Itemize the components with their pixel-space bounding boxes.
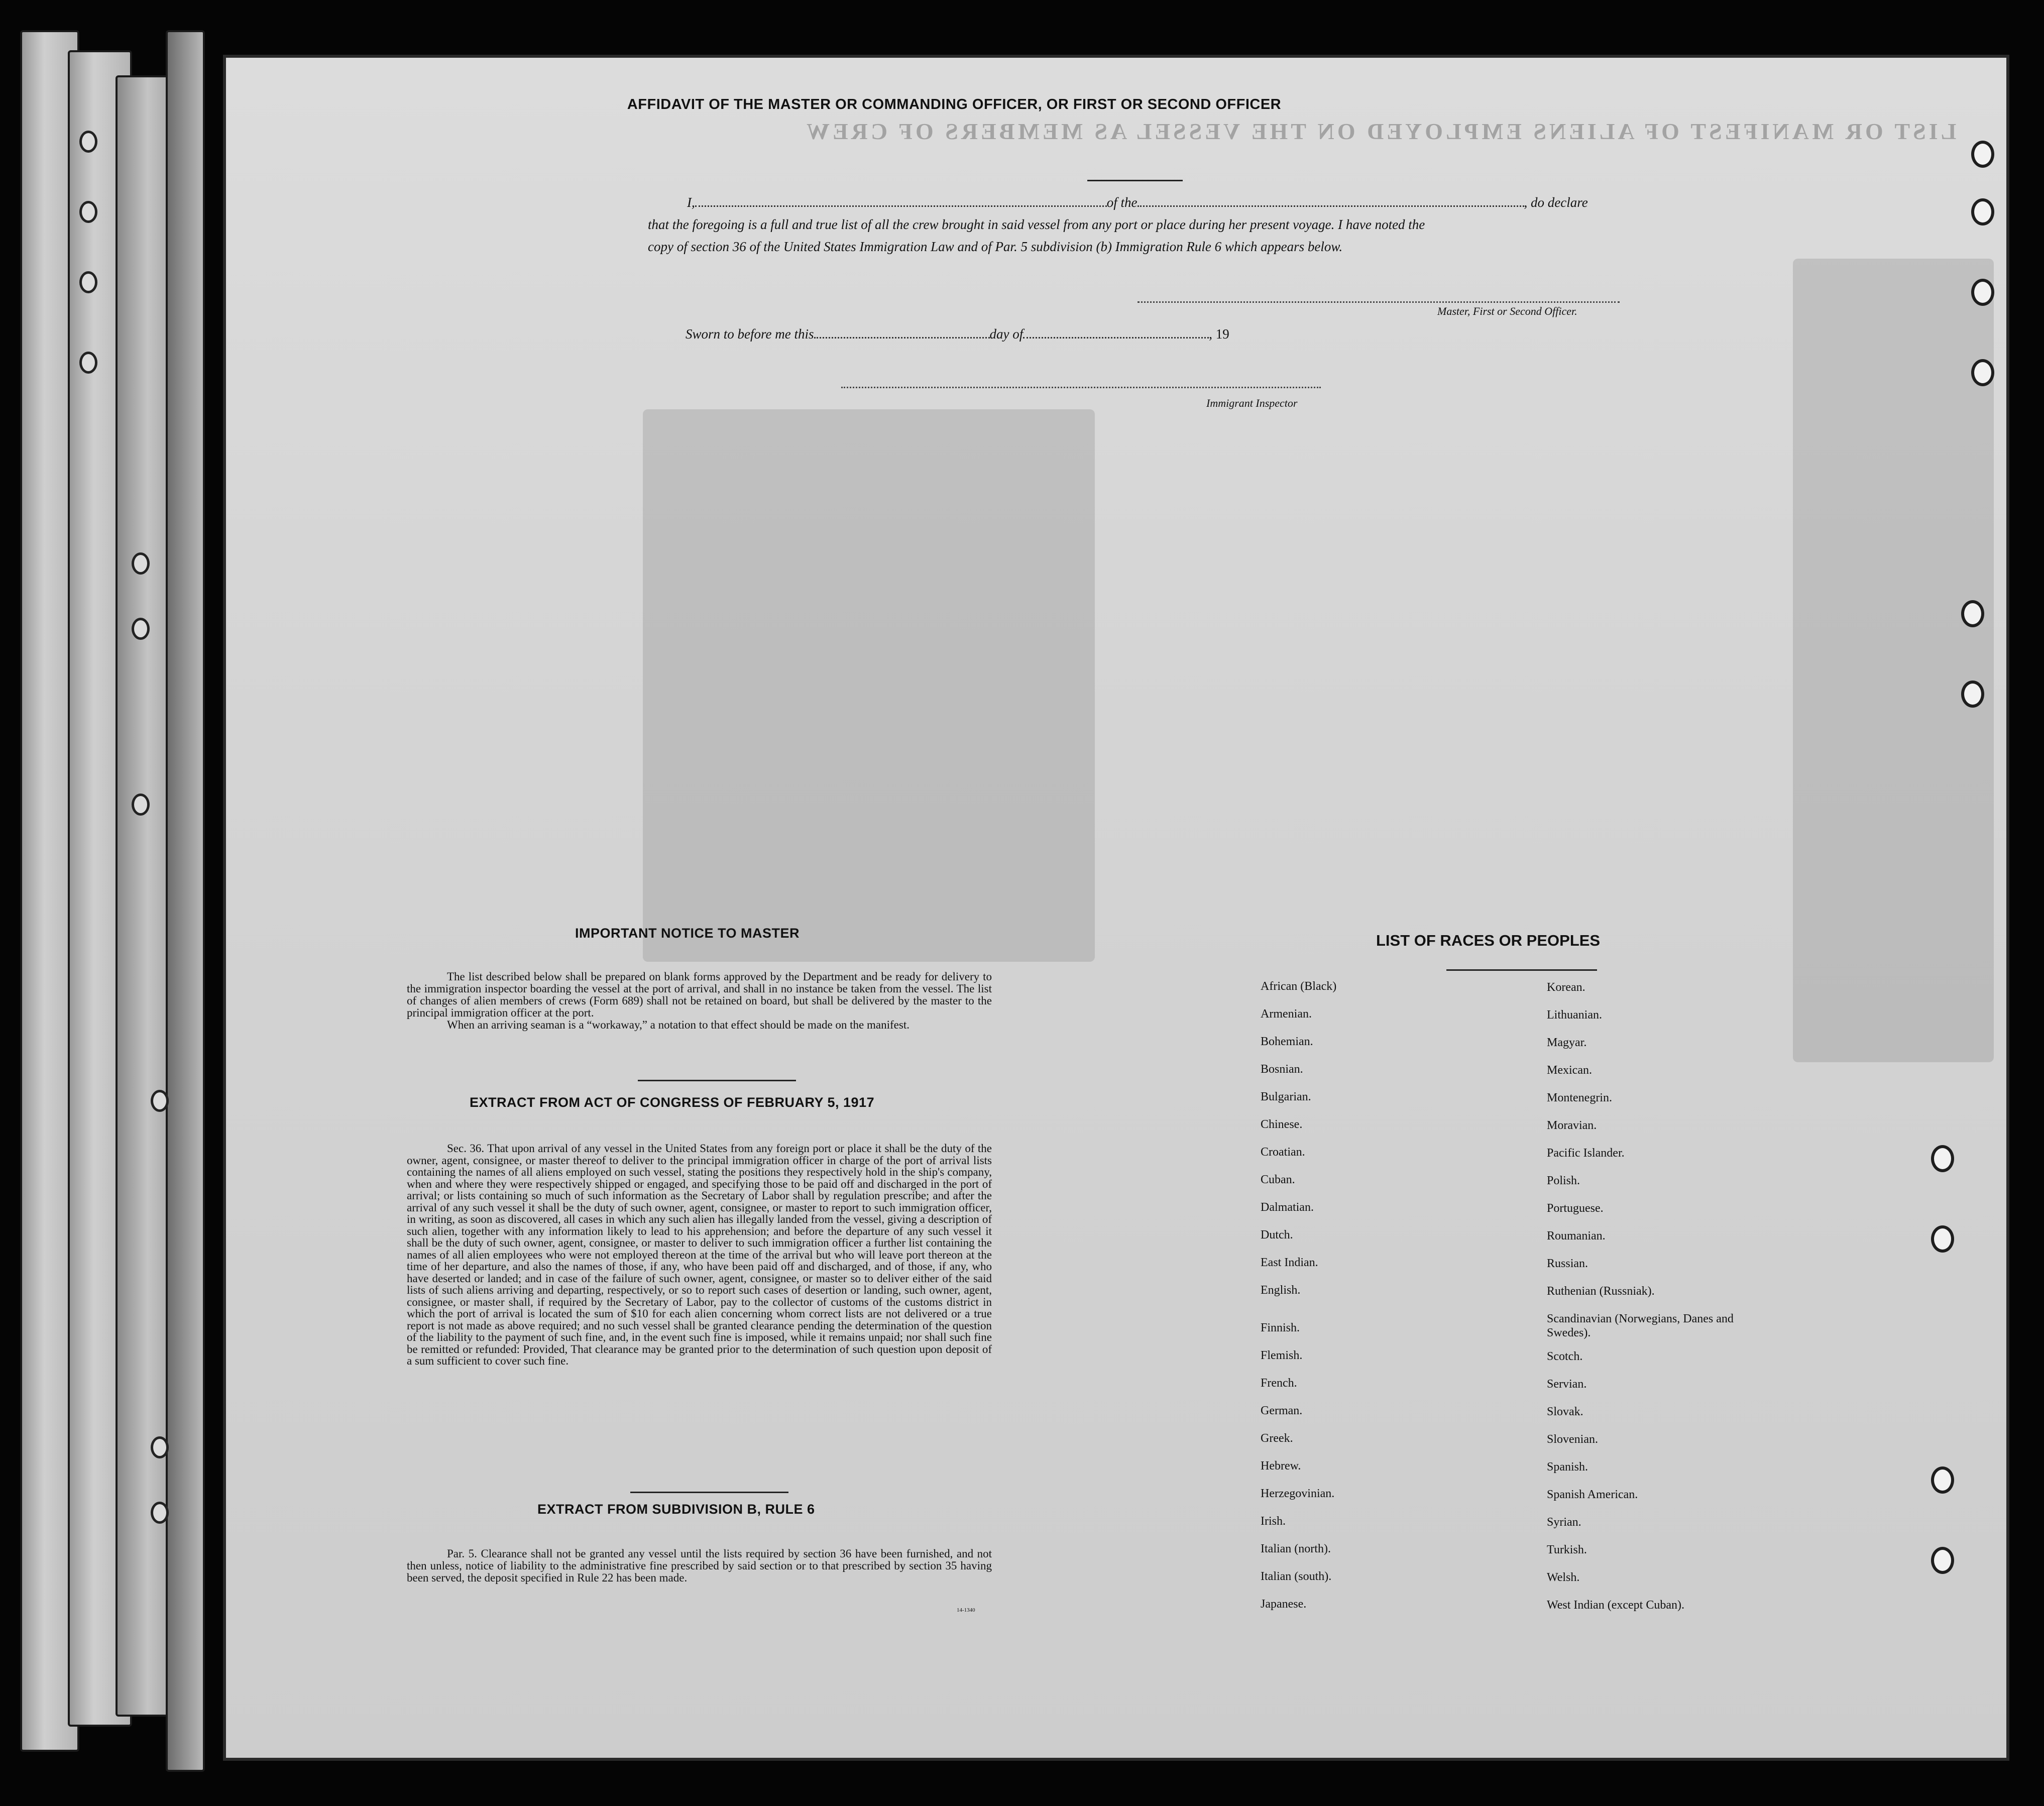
notice-paragraph-2: When an arriving seaman is a “workaway,” a notation to that effect should be made on the manifest. — [447, 1019, 910, 1031]
punch-hole — [151, 1436, 169, 1458]
divider — [1446, 969, 1597, 971]
binder-hole — [1961, 681, 1984, 708]
punch-hole — [151, 1502, 169, 1524]
race-item: Turkish. — [1547, 1543, 1587, 1556]
notice-title: IMPORTANT NOTICE TO MASTER — [575, 926, 800, 941]
binder-hole — [1931, 1145, 1954, 1172]
binder-hole — [1931, 1466, 1954, 1494]
affidavit-title: AFFIDAVIT OF THE MASTER OR COMMANDING OFFICER, OR FIRST OR SECOND OFFICER — [627, 96, 1282, 112]
race-item: Japanese. — [1261, 1598, 1307, 1611]
affidavit-line-2: that the foregoing is a full and true list of all the crew brought in said vessel from any port or place during her present voyage. I have noted the — [648, 217, 1425, 232]
bleed-through-heading: LIST OR MANIFEST OF ALIENS EMPLOYED ON THE VESSEL AS MEMBERS OF CREW — [804, 119, 1957, 144]
race-item: Polish. — [1547, 1174, 1580, 1187]
race-item: Ruthenian (Russniak). — [1547, 1285, 1655, 1298]
notice-body — [407, 971, 992, 1031]
race-item: Lithuanian. — [1547, 1008, 1602, 1022]
divider — [1087, 180, 1183, 181]
master-signature-line[interactable] — [1138, 301, 1620, 303]
vessel-blank[interactable] — [1138, 195, 1524, 207]
race-item: West Indian (except Cuban). — [1547, 1599, 1684, 1612]
affidavit-line-1 — [687, 195, 1588, 210]
race-item: English. — [1261, 1284, 1301, 1297]
race-item: Scandinavian (Norwegians, Danes and Swedes). — [1547, 1312, 1734, 1339]
races-left-column — [1261, 979, 1336, 1625]
race-item: Slovenian. — [1547, 1433, 1598, 1446]
punch-hole — [79, 271, 97, 293]
race-item: Slovak. — [1547, 1405, 1583, 1418]
race-item: Servian. — [1547, 1378, 1587, 1391]
race-item: Croatian. — [1261, 1146, 1305, 1159]
notice-paragraph-1: The list described below shall be prepared on blank forms approved by the Department and be ready for delivery to the immigration inspector boarding the vessel at the port of arrival, and shall in no instance be taken from the vessel. The list of changes of alien members of crews (Form 689) shall not be retained on board, but shall be delivered by the master to the principal immigration officer at the port. — [407, 970, 992, 1019]
affidavit-line-3: copy of section 36 of the United States Immigration Law and of Par. 5 subdivision (b) Immigration Rule 6 which appears below. — [648, 239, 1343, 254]
race-item: Cuban. — [1261, 1173, 1295, 1186]
sworn-line — [686, 326, 1229, 342]
races-right-column — [1547, 980, 1738, 1626]
day-blank[interactable] — [814, 327, 990, 338]
race-item: Syrian. — [1547, 1516, 1581, 1529]
master-signature-caption: Master, First or Second Officer. — [1437, 305, 1577, 317]
punch-hole — [79, 352, 97, 374]
binder-hole — [1931, 1225, 1954, 1253]
race-item: Dalmatian. — [1261, 1201, 1314, 1214]
race-item: Irish. — [1261, 1515, 1286, 1528]
race-item: Bulgarian. — [1261, 1090, 1311, 1103]
race-item: Korean. — [1547, 981, 1585, 994]
rule-extract-body — [407, 1548, 992, 1584]
name-blank[interactable] — [695, 195, 1107, 207]
race-item: Hebrew. — [1261, 1459, 1301, 1473]
punch-hole — [79, 201, 97, 223]
page-edge — [166, 30, 205, 1772]
race-item: African (Black) — [1261, 980, 1337, 993]
inspector-signature-line[interactable] — [841, 387, 1321, 388]
sworn-day-of: day of — [989, 326, 1024, 342]
affidavit-declare: , do declare — [1524, 195, 1588, 210]
race-item: Herzegovinian. — [1261, 1487, 1335, 1500]
race-item: East Indian. — [1261, 1256, 1318, 1269]
race-item: Montenegrin. — [1547, 1091, 1612, 1104]
race-item: Bohemian. — [1261, 1035, 1313, 1048]
bleed-through-ink — [643, 409, 1095, 962]
sworn-prefix: Sworn to before me this — [686, 326, 814, 342]
race-item: Portuguese. — [1547, 1202, 1604, 1215]
race-item: Spanish. — [1547, 1460, 1588, 1474]
race-item: Magyar. — [1547, 1036, 1587, 1049]
bleed-through-ink — [1793, 259, 1994, 1062]
race-item: Italian (south). — [1261, 1570, 1332, 1583]
binder-hole — [1931, 1547, 1954, 1574]
race-item: Dutch. — [1261, 1228, 1293, 1241]
binder-hole — [1971, 359, 1994, 386]
print-code: 14-1340 — [957, 1607, 975, 1613]
race-item: Roumanian. — [1547, 1229, 1606, 1243]
race-item: Flemish. — [1261, 1349, 1303, 1362]
race-item: Italian (north). — [1261, 1542, 1331, 1555]
race-item: Welsh. — [1547, 1571, 1580, 1584]
race-item: Pacific Islander. — [1547, 1147, 1625, 1160]
binder-hole — [1961, 600, 1984, 627]
race-item: Bosnian. — [1261, 1063, 1303, 1076]
punch-hole — [151, 1090, 169, 1112]
race-item: German. — [1261, 1404, 1303, 1417]
race-item: Mexican. — [1547, 1064, 1592, 1077]
binder-hole — [1971, 279, 1994, 306]
inspector-signature-caption: Immigrant Inspector — [1206, 397, 1298, 409]
race-item: French. — [1261, 1377, 1297, 1390]
punch-hole — [132, 794, 150, 816]
month-blank[interactable] — [1023, 327, 1209, 338]
punch-hole — [132, 552, 150, 575]
binder-hole — [1971, 198, 1994, 225]
rule-extract-text: Par. 5. Clearance shall not be granted any vessel until the lists required by section 36 have been furnished, and not then unless, notice of liability to the administrative fine prescribed by said section or to that prescribed by section 35 having been served, the deposit specified in Rule 22 has been made. — [407, 1547, 992, 1584]
manifest-sheet — [226, 58, 2006, 1758]
affidavit-of-the: of the — [1106, 195, 1138, 210]
congress-extract-text: Sec. 36. That upon arrival of any vessel in the United States from any foreign port or place it shall be the duty of the owner, agent, consignee, or master thereof to deliver to the principal immigration officer in charge of the port of arrival lists containing the names of all aliens employed on such vessel, stating the positions they respectively hold in the ship's company, when and where they were respectively shipped or engaged, and specifying those to be paid off and discharged in the port of arrival; or lists containing so much of such information as the Secretary of Labor shall by regulation prescribe; and after the arrival of any such vessel it shall be the duty of such owner, agent, consignee, or master to report to such immigration officer, in writing, as soon as discovered, all cases in which any such alien has illegally landed from the vessel, giving a description of such alien, together with any information likely to lead to his apprehension; and before the departure of any such vessel it shall be the duty of such owner, agent, consignee, or master to deliver to such immigration officer a further list containing the names of all alien employees who were not employed thereon at the time of the arrival but who will leave port thereon at the time of her departure, and also the names of those, if any, who have been paid off and discharged, and of those, if any, who have deserted or landed; and in case of the failure of such owner, agent, consignee, or master so to deliver either of the said lists of such aliens arriving and departing, respectively, or so to report such cases of desertion or landing, such owner, agent, consignee, or master shall, if required by the Secretary of Labor, pay to the collector of customs of the customs district in which the port of arrival is located the sum of $10 for each alien concerning whom correct lists are not delivered or a true report is not made as above required; and no such vessel shall be granted clearance pending the determination of the question of the liability to the payment of such fine, and, in the event such fine is imposed, while it remains unpaid; nor shall such fine be remitted or refunded: Provided, That clearance may be granted prior to the determination of such question upon deposit of a sum sufficient to cover such fine. — [407, 1142, 992, 1367]
congress-extract-body — [407, 1143, 992, 1367]
punch-hole — [132, 618, 150, 640]
race-item: Moravian. — [1547, 1119, 1597, 1132]
divider — [630, 1492, 788, 1493]
races-title: LIST OF RACES OR PEOPLES — [1376, 932, 1601, 949]
race-item: Chinese. — [1261, 1118, 1303, 1131]
race-item: Armenian. — [1261, 1007, 1312, 1021]
race-item: Spanish American. — [1547, 1488, 1638, 1501]
congress-extract-title: EXTRACT FROM ACT OF CONGRESS OF FEBRUARY 5, 1917 — [470, 1095, 875, 1110]
sworn-year: , 19 — [1209, 326, 1229, 342]
race-item: Russian. — [1547, 1257, 1588, 1270]
binder-hole — [1971, 141, 1994, 168]
race-item: Greek. — [1261, 1432, 1293, 1445]
affidavit-i: I, — [687, 195, 695, 210]
race-item: Scotch. — [1547, 1350, 1583, 1363]
rule-extract-title: EXTRACT FROM SUBDIVISION B, RULE 6 — [537, 1502, 815, 1517]
race-item: Finnish. — [1261, 1321, 1300, 1334]
stacked-pages — [20, 30, 221, 1768]
punch-hole — [79, 131, 97, 153]
divider — [638, 1080, 796, 1081]
